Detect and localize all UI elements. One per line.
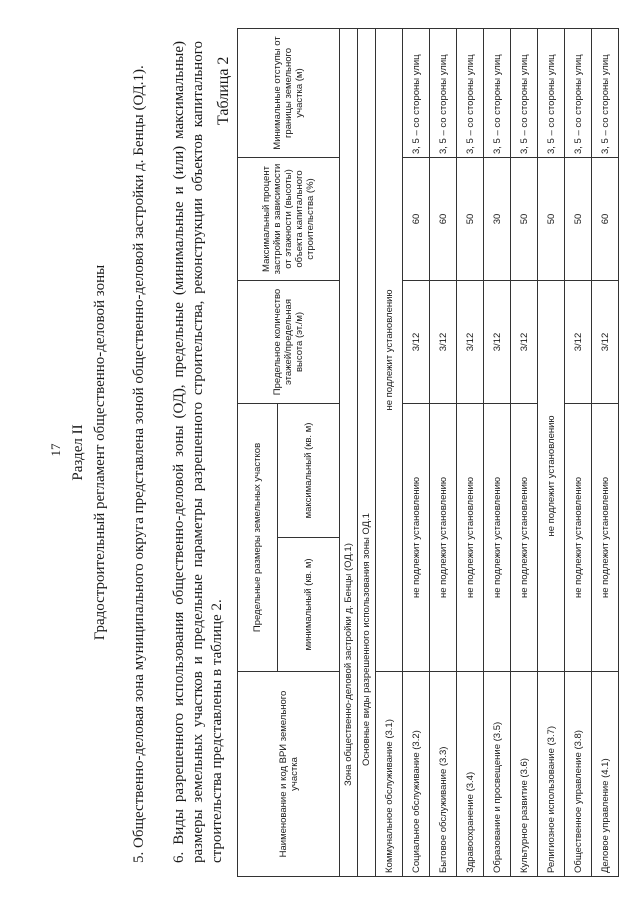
table-row [430,29,457,877]
use-name: Бытовое обслуживание (3.3) [430,672,457,877]
table-row [403,29,430,877]
subheader-row [358,29,376,877]
setback-value: 3, 5 – со стороны улиц [484,29,511,158]
paragraph-5: 5. Общественно-деловая зона муниципального округа представлена зоной общественно-деловой застройки д. Бенцы (ОД.1). [131,65,147,863]
setback-value: 3, 5 – со стороны улиц [592,29,619,158]
coverage-value: 50 [457,158,484,281]
coverage-value: 60 [592,158,619,281]
floors-value: 3/12 [511,281,538,404]
table-label: Таблица 2 [215,56,232,125]
coverage-value: 30 [484,158,511,281]
setback-value: 3, 5 – со стороны улиц [457,29,484,158]
setback-value: 3, 5 – со стороны улиц [403,29,430,158]
main-uses-title: Основные виды разрешенного использования зоны ОД.1 [358,29,376,877]
plot-sizes-value: не подлежит установлению [511,404,538,672]
merged-value: не подлежит установлению [376,29,403,672]
use-name: Коммунальное обслуживание (3.1) [376,672,403,877]
table-row [565,29,592,877]
setback-value: 3, 5 – со стороны улиц [565,29,592,158]
page-number: 17 [48,443,63,457]
table-row [376,29,403,877]
table-row [457,29,484,877]
use-name: Религиозное использование (3.7) [538,672,565,877]
header-floors: Предельное количество этажей/предельная высота (эт./м) [238,281,340,404]
use-name: Деловое управление (4.1) [592,672,619,877]
table-row [538,29,565,877]
header-setback: Минимальные отступы от границы земельного участка (м) [238,29,340,158]
plot-sizes-value: не подлежит установлению [592,404,619,672]
plot-sizes-value: не подлежит установлению [565,404,592,672]
floors-value: 3/12 [403,281,430,404]
coverage-value: 60 [430,158,457,281]
table-row [484,29,511,877]
section-title: Раздел II [70,424,86,481]
table-header-row [238,29,278,877]
coverage-value: 50 [511,158,538,281]
setback-value: 3, 5 – со стороны улиц [430,29,457,158]
header-name: Наименование и код ВРИ земельного участка [238,672,340,877]
plot-sizes-value: не подлежит установлению [430,404,457,672]
floors-value: 3/12 [565,281,592,404]
floors-value: 3/12 [592,281,619,404]
paragraph-6: 6. Виды разрешенного использования общественно-деловой зоны (ОД), предельные (минимальные и (или) максимальные) размеры земельных участков и предельные параметры разрешенного строительства, реконструкции объектов капитального строительства представлены в таблице 2. [171,41,225,863]
use-name: Образование и просвещение (3.5) [484,672,511,877]
header-min: минимальный (кв. м) [278,538,340,672]
table-row [592,29,619,877]
plot-sizes-value: не подлежит установлению [457,404,484,672]
header-max: максимальный (кв. м) [278,404,340,538]
plot-sizes-value: не подлежит установлению [484,404,511,672]
regulation-table [237,28,619,877]
table-row [511,29,538,877]
plot-sizes-floors-value: не подлежит установлению [538,281,565,672]
floors-value: 3/12 [430,281,457,404]
floors-value: 3/12 [484,281,511,404]
use-name: Общественное управление (3.8) [565,672,592,877]
use-name: Социальное обслуживание (3.2) [403,672,430,877]
coverage-value: 50 [538,158,565,281]
floors-value: 3/12 [457,281,484,404]
coverage-value: 60 [403,158,430,281]
header-plot-sizes: Предельные размеры земельных участков [238,404,278,672]
setback-value: 3, 5 – со стороны улиц [538,29,565,158]
header-coverage: Максимальный процент застройки в зависимости от этажности (высоты) объекта капитального строительства (%) [238,158,340,281]
zone-title: Зона общественно-деловой застройки д. Бенцы (ОД.1) [340,29,358,877]
reglament-title: Градостроительный регламент общественно-деловой зоны [92,264,108,641]
use-name: Здравоохранение (3.4) [457,672,484,877]
plot-sizes-value: не подлежит установлению [403,404,430,672]
setback-value: 3, 5 – со стороны улиц [511,29,538,158]
zone-row [340,29,358,877]
use-name: Культурное развитие (3.6) [511,672,538,877]
coverage-value: 50 [565,158,592,281]
